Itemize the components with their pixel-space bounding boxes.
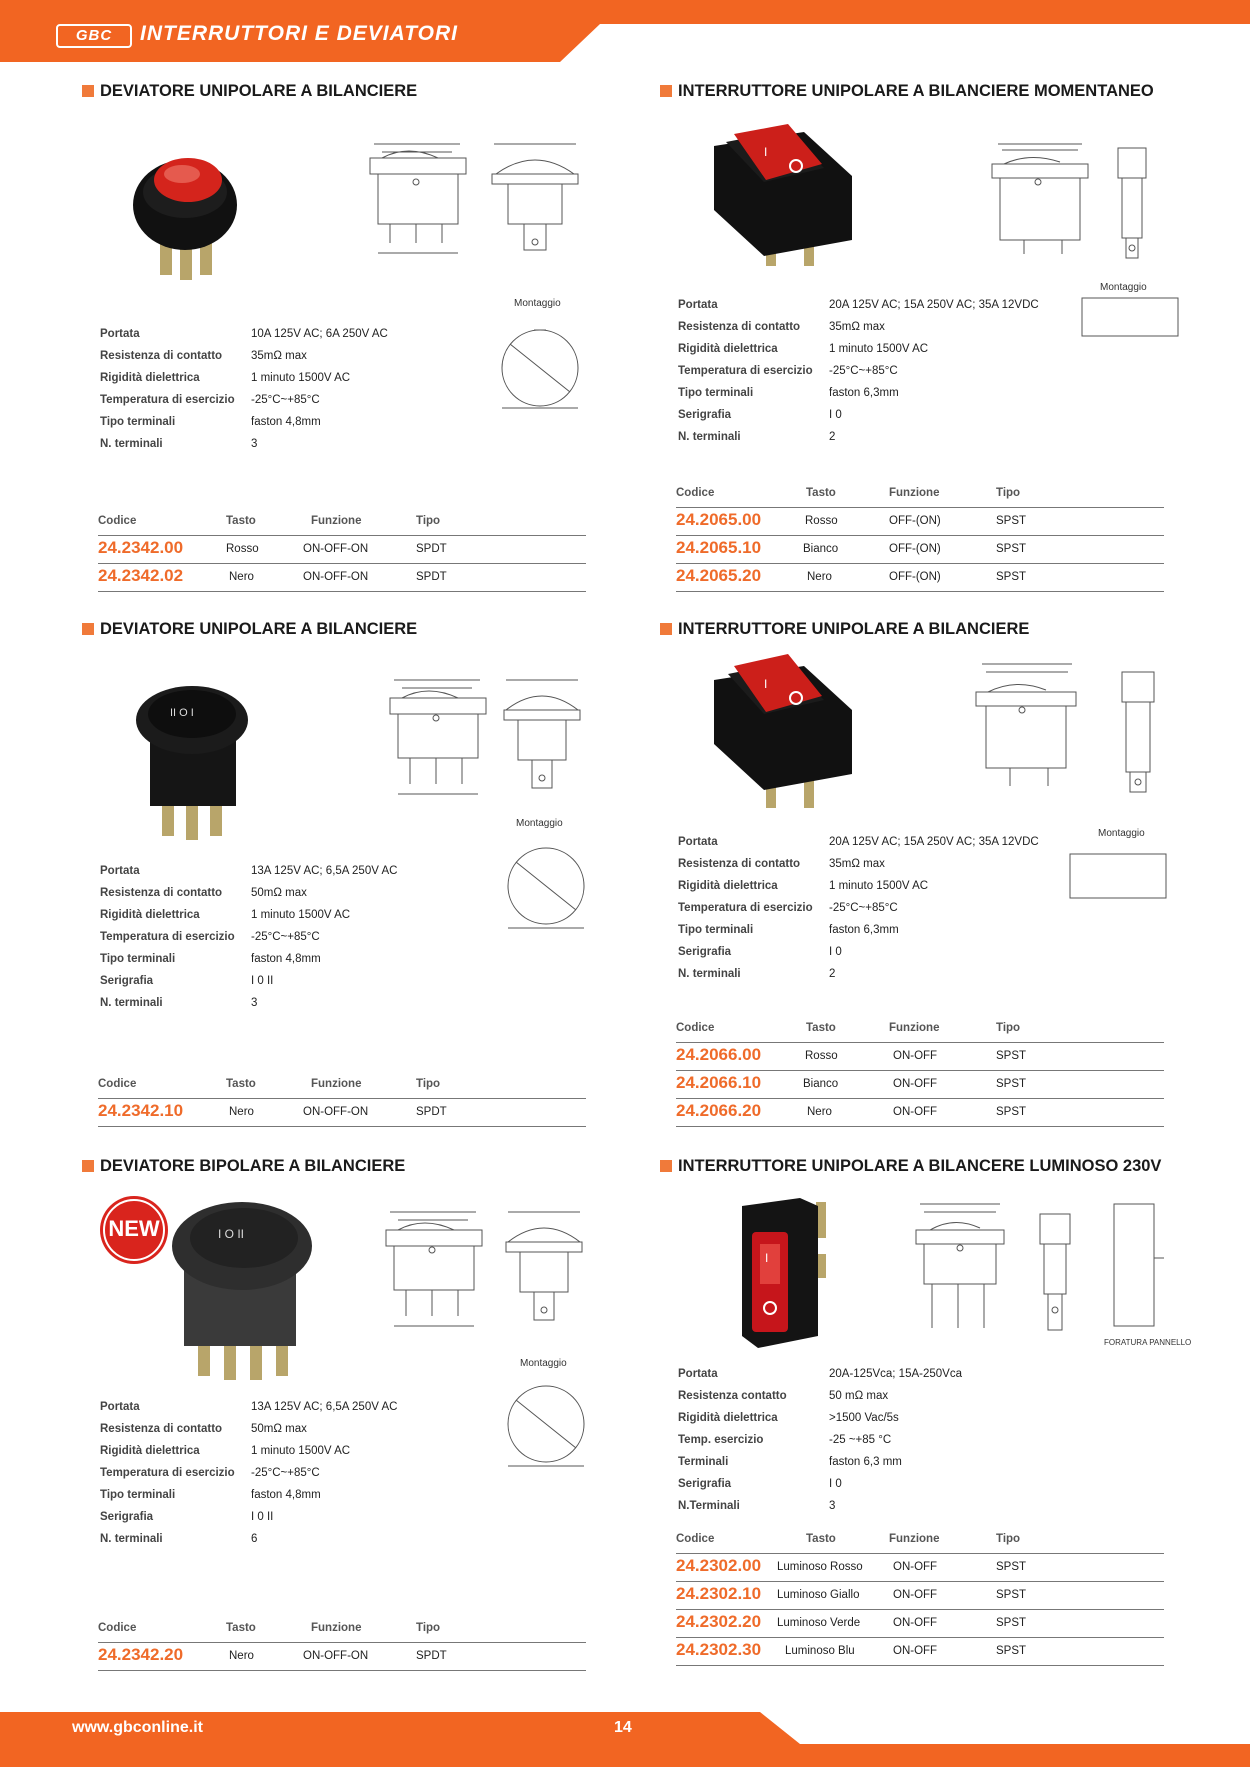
mount-label: Montaggio — [520, 1358, 567, 1369]
mount-label: Montaggio — [1100, 282, 1147, 293]
product-code: 24.2302.30 — [676, 1640, 762, 1659]
table-row[interactable]: 24.2065.00 Rosso OFF-(ON) SPST — [676, 508, 1164, 536]
codes-table — [98, 507, 586, 592]
table-row[interactable]: 24.2342.00 Rosso ON-OFF-ON SPDT — [98, 536, 586, 564]
product-code: 24.2065.20 — [676, 566, 762, 585]
codes-table — [676, 1525, 1164, 1666]
svg-text:I: I — [764, 677, 768, 691]
table-row[interactable]: 24.2302.20 Luminoso Verde ON-OFF SPST — [676, 1610, 1164, 1638]
brand-logo: GBC — [56, 24, 132, 48]
product-code: 24.2065.10 — [676, 538, 762, 557]
table-row[interactable]: 24.2066.10 Bianco ON-OFF SPST — [676, 1071, 1164, 1099]
mounting-hole-drawing — [496, 1374, 596, 1474]
codes-header-row: Codice Tasto Funzione Tipo — [98, 507, 586, 536]
svg-text:I O II: I O II — [218, 1227, 245, 1241]
new-badge — [98, 1194, 170, 1271]
mounting-hole-drawing — [1080, 296, 1190, 341]
bullet-square-icon — [82, 85, 94, 97]
product-photo-round-rocker-bipolar — [168, 1196, 318, 1391]
table-row[interactable]: 24.2342.20 Nero ON-OFF-ON SPDT — [98, 1643, 586, 1671]
product-code: 24.2066.20 — [676, 1101, 762, 1120]
page-number: 14 — [614, 1719, 632, 1736]
technical-drawing-side — [502, 674, 582, 804]
panel-cutout-drawing — [1108, 1198, 1168, 1338]
mounting-hole-drawing — [490, 316, 590, 416]
product-code: 24.2065.00 — [676, 510, 762, 529]
table-row[interactable]: 24.2302.10 Luminoso Giallo ON-OFF SPST — [676, 1582, 1164, 1610]
mounting-hole-drawing — [496, 836, 596, 936]
product-photo-round-rocker-red — [130, 140, 240, 305]
product-code: 24.2342.10 — [98, 1101, 184, 1120]
bullet-square-icon — [660, 85, 672, 97]
table-row[interactable]: 24.2065.10 Bianco OFF-(ON) SPST — [676, 536, 1164, 564]
technical-drawing-side — [1030, 1198, 1080, 1338]
new-badge-label: NEW — [108, 1216, 160, 1241]
section-title: INTERRUTTORE UNIPOLARE A BILANCIERE — [660, 620, 1029, 639]
section-title: INTERRUTTORE UNIPOLARE A BILANCIERE MOMENTANEO — [660, 82, 1154, 101]
mounting-hole-drawing — [1068, 852, 1178, 902]
mount-label: Montaggio — [514, 298, 561, 309]
table-row[interactable]: 24.2066.20 Nero ON-OFF SPST — [676, 1099, 1164, 1127]
product-photo-illuminated-rocker — [738, 1196, 838, 1361]
technical-drawing-front — [972, 656, 1082, 806]
technical-drawing-front — [368, 138, 468, 268]
codes-header-row: Codice Tasto Funzione Tipo — [676, 1525, 1164, 1554]
technical-drawing-side — [504, 1206, 584, 1336]
product-code: 24.2302.10 — [676, 1584, 762, 1603]
product-code: 24.2302.20 — [676, 1612, 762, 1631]
product-code: 24.2342.00 — [98, 538, 184, 557]
product-code: 24.2302.00 — [676, 1556, 762, 1575]
table-row[interactable]: 24.2342.02 Nero ON-OFF-ON SPDT — [98, 564, 586, 592]
codes-table — [98, 1614, 586, 1671]
product-photo-rocker-red — [704, 122, 854, 287]
section-title: INTERRUTTORE UNIPOLARE A BILANCERE LUMINOSO 230V — [660, 1157, 1161, 1176]
section-title: DEVIATORE UNIPOLARE A BILANCIERE — [82, 620, 417, 639]
table-row[interactable]: 24.2302.30 Luminoso Blu ON-OFF SPST — [676, 1638, 1164, 1666]
technical-drawing-side — [1112, 138, 1152, 268]
table-row[interactable]: 24.2302.00 Luminoso Rosso ON-OFF SPST — [676, 1554, 1164, 1582]
table-row[interactable]: 24.2066.00 Rosso ON-OFF SPST — [676, 1043, 1164, 1071]
svg-text:I: I — [764, 145, 768, 159]
svg-text:II O I: II O I — [170, 707, 194, 719]
product-code: 24.2066.00 — [676, 1045, 762, 1064]
product-photo-rocker-red — [704, 650, 854, 825]
technical-drawing-side — [1118, 656, 1158, 806]
product-code: 24.2342.20 — [98, 1645, 184, 1664]
technical-drawing-front — [990, 138, 1090, 268]
page-title: INTERRUTTORI E DEVIATORI — [140, 22, 459, 45]
product-code: 24.2342.02 — [98, 566, 184, 585]
codes-header-row: Codice Tasto Funzione Tipo — [98, 1614, 586, 1643]
codes-header-row: Codice Tasto Funzione Tipo — [676, 1014, 1164, 1043]
mount-label: Montaggio — [516, 818, 563, 829]
technical-drawing-side — [490, 138, 580, 268]
codes-table — [676, 479, 1164, 592]
bullet-square-icon — [82, 623, 94, 635]
website-link[interactable]: www.gbconline.it — [72, 1719, 203, 1736]
product-code: 24.2066.10 — [676, 1073, 762, 1092]
bullet-square-icon — [660, 1160, 672, 1172]
bullet-square-icon — [82, 1160, 94, 1172]
svg-text:I: I — [765, 1251, 769, 1265]
mount-label: Montaggio — [1098, 828, 1145, 839]
product-photo-round-rocker-black — [130, 676, 260, 851]
table-row[interactable]: 24.2065.20 Nero OFF-(ON) SPST — [676, 564, 1164, 592]
technical-drawing-front — [384, 1206, 484, 1336]
technical-drawing-front — [910, 1198, 1010, 1338]
codes-header-row: Codice Tasto Funzione Tipo — [676, 479, 1164, 508]
table-row[interactable]: 24.2342.10 Nero ON-OFF-ON SPDT — [98, 1099, 586, 1127]
panel-cutout-label: FORATURA PANNELLO — [1104, 1338, 1192, 1347]
section-title: DEVIATORE UNIPOLARE A BILANCIERE — [82, 82, 417, 101]
codes-table — [98, 1070, 586, 1127]
codes-header-row: Codice Tasto Funzione Tipo — [98, 1070, 586, 1099]
section-title: DEVIATORE BIPOLARE A BILANCIERE — [82, 1157, 405, 1176]
page-header — [0, 0, 1250, 62]
bullet-square-icon — [660, 623, 672, 635]
codes-table — [676, 1014, 1164, 1127]
technical-drawing-front — [388, 674, 488, 804]
